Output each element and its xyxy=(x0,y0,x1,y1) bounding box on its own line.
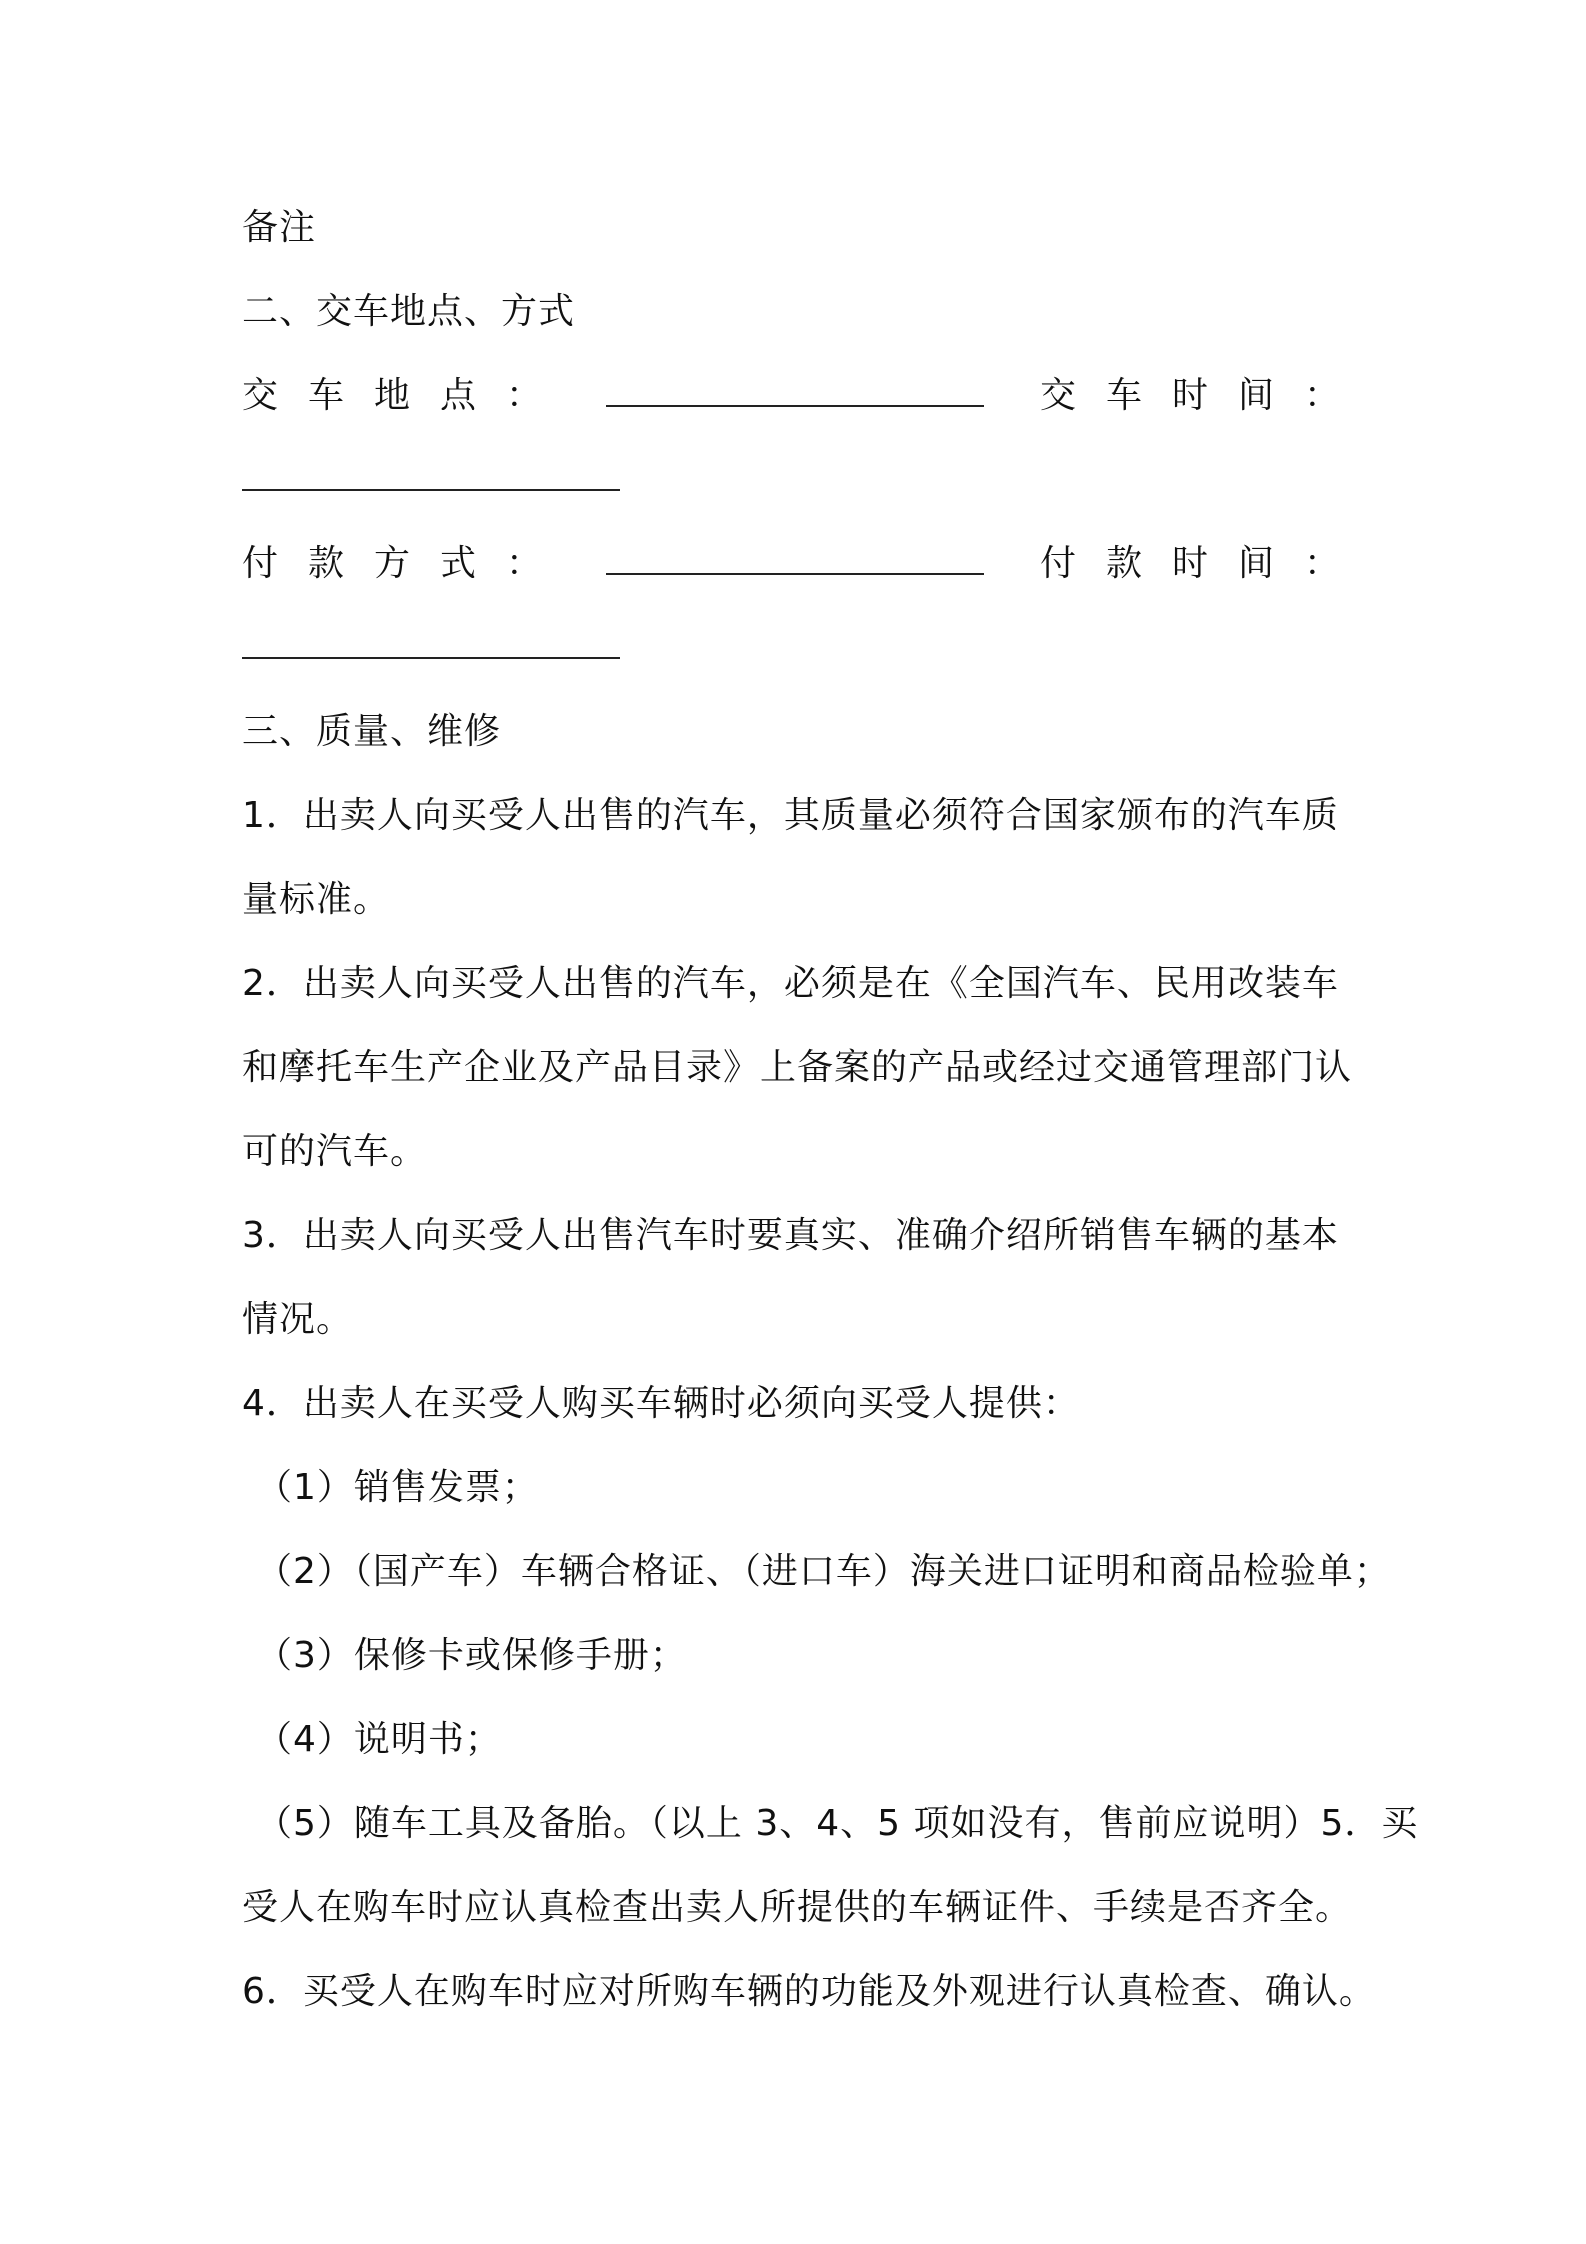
delivery-time-blank-row xyxy=(242,456,620,504)
clause-2-line-2: 和摩托车生产企业及产品目录》上备案的产品或经过交通管理部门认 xyxy=(242,1047,1353,1088)
clause-1-line-1: 1．出卖人向买受人出售的汽车，其质量必须符合国家颁布的汽车质 xyxy=(242,795,1339,836)
clause-3-line-2: 情况。 xyxy=(242,1299,354,1340)
delivery-time-label: 交车时间： xyxy=(1040,375,1371,416)
clause-4-sub-1: （1）销售发票； xyxy=(256,1467,539,1508)
section-2-heading: 二、交车地点、方式 xyxy=(242,291,576,332)
payment-method-blank xyxy=(606,541,984,575)
clause-4-sub-5: （5）随车工具及备胎。（以上 3、4、5 项如没有，售前应说明）5．买 xyxy=(256,1803,1419,1844)
clause-6-line-1: 6．买受人在购车时应对所购车辆的功能及外观进行认真检查、确认。 xyxy=(242,1971,1376,2012)
delivery-row xyxy=(242,372,1370,420)
delivery-place-blank xyxy=(606,373,984,407)
payment-row xyxy=(242,540,1370,588)
payment-method-label: 付款方式： xyxy=(242,543,573,584)
remark-label: 备注 xyxy=(242,207,317,248)
section-3-heading: 三、质量、维修 xyxy=(242,711,502,752)
clause-2-line-1: 2．出卖人向买受人出售的汽车，必须是在《全国汽车、民用改装车 xyxy=(242,963,1339,1004)
clause-4-line-1: 4．出卖人在买受人购买车辆时必须向买受人提供： xyxy=(242,1383,1080,1424)
delivery-place-label: 交车地点： xyxy=(242,375,573,416)
payment-time-label: 付款时间： xyxy=(1040,543,1371,584)
delivery-time-blank xyxy=(242,457,620,491)
clause-3-line-1: 3．出卖人向买受人出售汽车时要真实、准确介绍所销售车辆的基本 xyxy=(242,1215,1339,1256)
payment-time-blank-row xyxy=(242,624,620,672)
clause-4-sub-4: （4）说明书； xyxy=(256,1719,502,1760)
clause-4-sub-3: （3）保修卡或保修手册； xyxy=(256,1635,687,1676)
clause-2-line-3: 可的汽车。 xyxy=(242,1131,428,1172)
clause-5-line-2: 受人在购车时应认真检查出卖人所提供的车辆证件、手续是否齐全。 xyxy=(242,1887,1353,1928)
clause-4-sub-2: （2）（国产车）车辆合格证、（进口车）海关进口证明和商品检验单； xyxy=(256,1551,1391,1592)
clause-1-line-2: 量标准。 xyxy=(242,879,391,920)
payment-time-blank xyxy=(242,625,620,659)
